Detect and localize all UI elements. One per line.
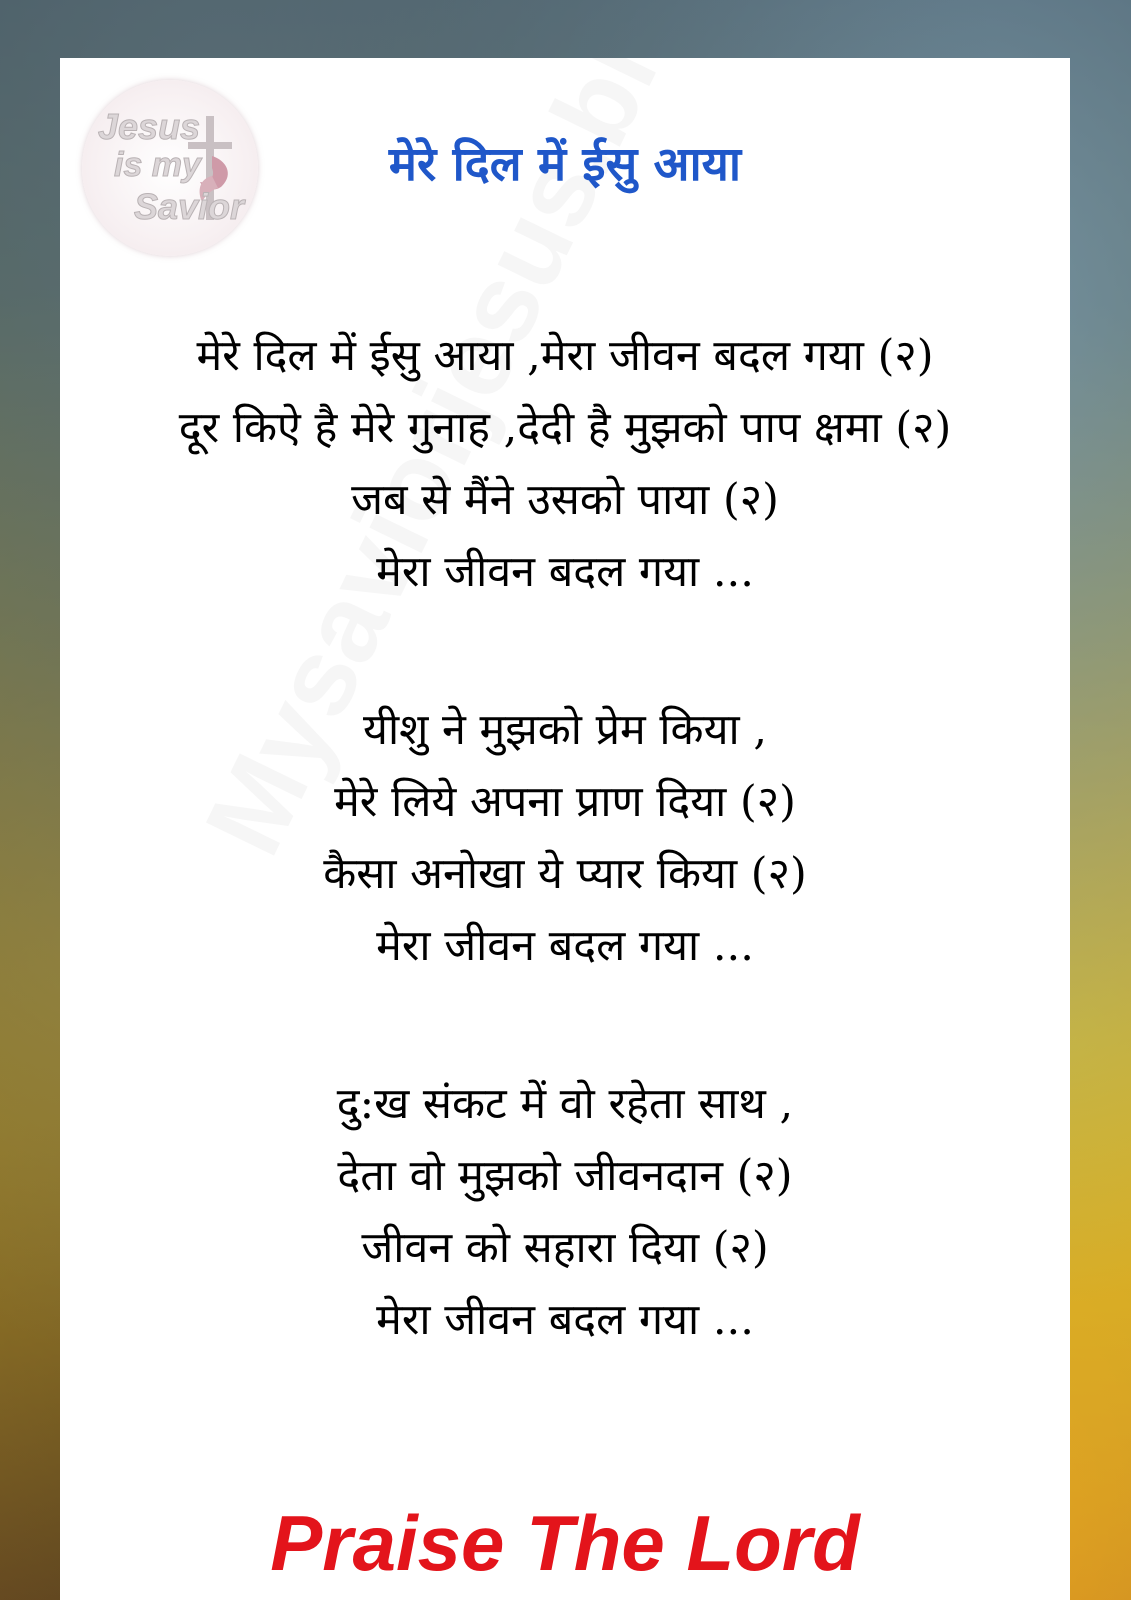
lyric-line: मेरे दिल में ईसु आया ,मेरा जीवन बदल गया (२) [196, 331, 934, 381]
logo-text-jesus: Jesus [98, 106, 201, 147]
lyrics-card [60, 58, 1070, 1600]
lyric-line: मेरा जीवन बदल गया ... [376, 1295, 754, 1345]
lyric-line: दूर किऐ है मेरे गुनाह ,देदी है मुझको पाप क्षमा (२) [178, 403, 952, 453]
praise-the-lord-banner: Praise The Lord [270, 1499, 860, 1587]
lyric-line: जब से मैंने उसको पाया (२) [351, 475, 779, 525]
lyric-line: मेरा जीवन बदल गया ... [376, 547, 754, 597]
lyric-line: यीशु ने मुझको प्रेम किया , [363, 705, 767, 755]
song-title: मेरे दिल में ईसु आया [388, 137, 742, 192]
lyric-line: जीवन को सहारा दिया (२) [361, 1223, 769, 1273]
lyric-line: दु:ख संकट में वो रहेता साथ , [336, 1079, 794, 1129]
lyric-line: कैसा अनोखा ये प्यार किया (२) [323, 849, 807, 899]
stanza-2 [60, 694, 1070, 982]
lyric-line: मेरे लिये अपना प्राण दिया (२) [334, 777, 796, 827]
logo-text-savior: Savior [134, 186, 245, 227]
lyrics [60, 320, 1070, 1442]
lyric-line: देता वो मुझको जीवनदान (२) [337, 1151, 793, 1201]
stanza-1 [60, 320, 1070, 608]
logo-text-is-my: is my [114, 146, 201, 184]
stanza-3 [60, 1068, 1070, 1356]
lyric-line: मेरा जीवन बदल गया ... [376, 921, 754, 971]
